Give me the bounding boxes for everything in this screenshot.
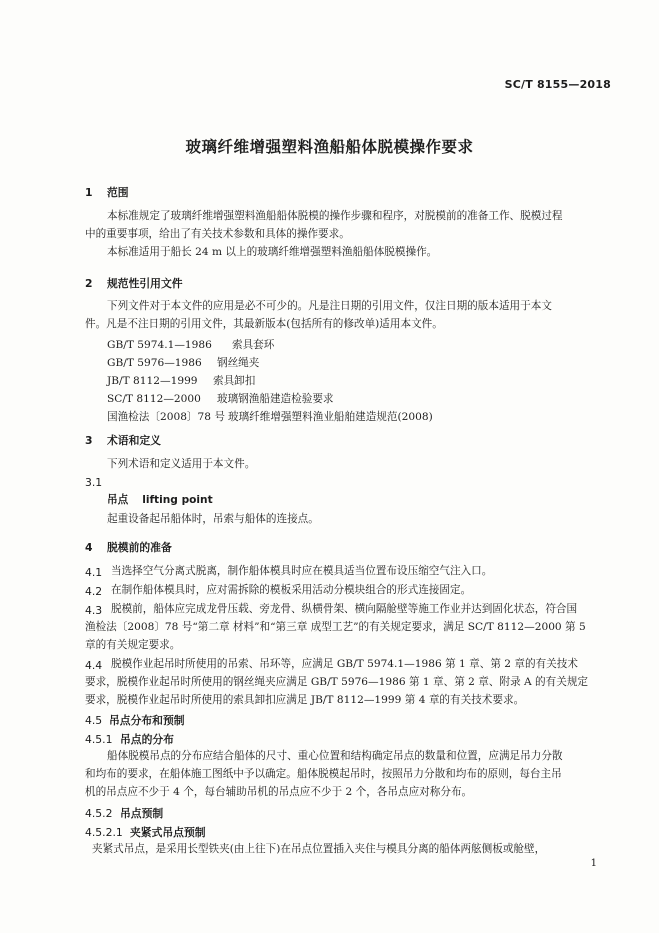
- clause-number: 4.3: [85, 604, 103, 617]
- reference-title: 玻璃钢渔船建造检验要求: [217, 393, 334, 405]
- section-title: 规范性引用文件: [107, 277, 183, 290]
- paragraph-line: 要求，脱模作业起吊时所使用的索具卸扣应满足 JB/T 8112—1999 第 4 章的有关技术要求。: [85, 694, 525, 706]
- section-number: 4.5.2: [85, 807, 113, 820]
- page-title: 玻璃纤维增强塑料渔船船体脱模操作要求: [185, 138, 474, 156]
- section-title: 术语和定义: [107, 434, 161, 447]
- section-title: 吊点预制: [120, 807, 164, 820]
- reference-title: 钢丝绳夹: [217, 357, 260, 369]
- section-4-heading: [85, 540, 172, 555]
- standard-code: SC/T 8155—2018: [504, 78, 611, 91]
- section-number: 4.5.2.1: [85, 826, 123, 839]
- paragraph-line: 夹紧式吊点，是采用长型铁夹(由上往下)在吊点位置插入夹住与模具分离的船体两舷侧板或舱壁，: [92, 843, 546, 855]
- reference-code: GB/T 5976—1986: [107, 357, 202, 369]
- term-english: lifting point: [142, 494, 213, 506]
- paragraph-line: 件。凡是不注日期的引用文件，其最新版本(包括所有的修改单)适用本文件。: [85, 318, 443, 330]
- section-title: 吊点的分布: [120, 733, 174, 746]
- clause-number: 4.2: [85, 585, 103, 598]
- reference-item: [107, 355, 259, 370]
- paragraph-line: 机的吊点应不少于 4 个，每台辅助吊机的吊点应不少于 2 个，各吊点应对称分布。: [85, 786, 473, 798]
- term-number: 3.1: [85, 476, 103, 489]
- reference-code: 国渔检法〔2008〕78 号: [107, 411, 225, 423]
- reference-code: JB/T 8112—1999: [107, 375, 198, 387]
- paragraph-line: 渔检法〔2008〕78 号“第二章 材料”和“第三章 成型工艺”的有关规定要求，满足 SC/T 8112—2000 第 5: [85, 621, 586, 633]
- subsection-4-5-heading: [85, 713, 185, 728]
- section-2-heading: [85, 276, 183, 291]
- paragraph-line: 本标准规定了玻璃纤维增强塑料渔船船体脱模的操作步骤和程序，对脱模前的准备工作、脱模过程: [107, 210, 563, 222]
- section-1-heading: [85, 185, 129, 200]
- section-number: 4.5: [85, 714, 103, 727]
- section-number: 1: [85, 186, 93, 199]
- paragraph-line: 下列术语和定义适用于本文件。: [107, 458, 256, 470]
- page-number: 1: [590, 858, 597, 869]
- subsection-4-5-2-1-heading: [85, 825, 206, 840]
- reference-item: [107, 391, 334, 406]
- section-number: 3: [85, 434, 93, 447]
- paragraph-line: 脱模前，船体应完成龙骨压载、旁龙骨、纵横骨架、横向隔舱壁等施工作业并达到固化状态，符合国: [111, 603, 578, 615]
- section-title: 范围: [107, 186, 129, 199]
- paragraph-line: 要求，脱模作业起吊时所使用的钢丝绳夹应满足 GB/T 5976—1986 第 1 章、第 2 章、附录 A 的有关规定: [85, 676, 589, 688]
- reference-item: [107, 337, 274, 352]
- reference-code: GB/T 5974.1—1986: [107, 339, 212, 351]
- paragraph-line: 章的有关规定要求。: [85, 639, 181, 651]
- section-number: 2: [85, 277, 93, 290]
- reference-title: 玻璃纤维增强塑料渔业船舶建造规范(2008): [228, 411, 433, 423]
- reference-item: [107, 409, 433, 424]
- term-heading: [107, 495, 213, 506]
- paragraph-line: 在制作船体模具时，应对需拆除的模板采用活动分模块组合的形式连接固定。: [111, 584, 472, 596]
- reference-item: [107, 373, 255, 388]
- paragraph-line: 和均布的要求，在船体施工图纸中予以确定。船体脱模起吊时，按照吊力分散和均布的原则，每台主吊: [85, 768, 562, 780]
- section-3-heading: [85, 433, 161, 448]
- term-chinese: 吊点: [107, 494, 129, 506]
- paragraph-line: 船体脱模吊点的分布应结合船体的尺寸、重心位置和结构确定吊点的数量和位置，应满足吊力分散: [107, 750, 563, 762]
- term-definition: 起重设备起吊船体时，吊索与船体的连接点。: [107, 513, 319, 525]
- paragraph-line: 当选择空气分离式脱离，制作船体模具时应在模具适当位置布设压缩空气注入口。: [111, 565, 493, 577]
- paragraph-line: 本标准适用于船长 24 m 以上的玻璃纤维增强塑料渔船船体脱模操作。: [107, 246, 438, 258]
- section-title: 吊点分布和预制: [109, 714, 185, 727]
- subsection-4-5-1-heading: [85, 732, 174, 747]
- subsection-4-5-2-heading: [85, 806, 163, 821]
- clause-number: 4.4: [85, 659, 103, 672]
- clause-number: 4.1: [85, 566, 103, 579]
- section-number: 4: [85, 541, 93, 554]
- paragraph-line: 脱模作业起吊时所使用的吊索、吊环等，应满足 GB/T 5974.1—1986 第 1 章、第 2 章的有关技术: [111, 658, 578, 670]
- section-number: 4.5.1: [85, 733, 113, 746]
- section-title: 脱模前的准备: [107, 541, 172, 554]
- reference-title: 索具卸扣: [213, 375, 256, 387]
- reference-title: 索具套环: [232, 339, 275, 351]
- paragraph-line: 下列文件对于本文件的应用是必不可少的。凡是注日期的引用文件，仅注日期的版本适用于本文: [107, 300, 552, 312]
- paragraph-line: 中的重要事项，给出了有关技术参数和具体的操作要求。: [85, 228, 350, 240]
- reference-code: SC/T 8112—2000: [107, 393, 201, 405]
- section-title: 夹紧式吊点预制: [130, 826, 206, 839]
